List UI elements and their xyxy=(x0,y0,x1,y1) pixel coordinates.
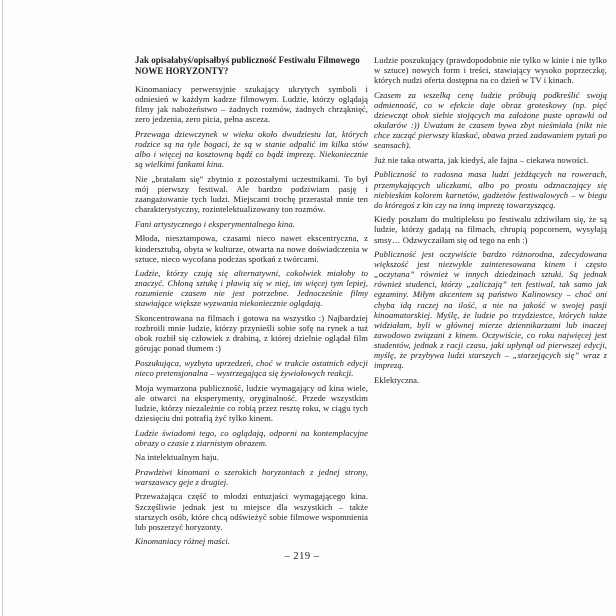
paragraph: Ludzie, którzy czują się alternatywni, cokolwiek miałoby to znaczyć. Chłoną sztukę i pławią się w niej, im więcej tym lepiej, rozumienie czasem nie jest potrzebne. Jednocześnie filmy stawiające większe wyzwania niekoniecznie oglądają. xyxy=(135,268,368,309)
paragraph: Młoda, niesztampowa, czasami nieco nawet ekscentryczna, z kindersztubą, obyta w kulturze, otwarta na nowe doświadczenia w sztuce, nieco wycofana podczas spotkań z twórcami. xyxy=(135,233,368,264)
article-heading xyxy=(135,55,368,76)
paragraph: Fani artystycznego i eksperymentalnego kina. xyxy=(135,218,295,229)
paragraph: Przewaga dziewczynek w wieku około dwudziestu lat, których rodzice są na tyle bogaci, że są w stanie odpalić im kilka stów albo i więcej na kosztowną bądź co bądź imprezę. Niekoniecznie są wielkimi fankami kina. xyxy=(135,129,368,170)
paragraph: Na intelektualnym haju. xyxy=(135,452,219,463)
paragraph: Eklektyczna. xyxy=(374,374,420,385)
paragraph: Przeważająca część to młodzi entuzjaści wymagającego kina. Szczęśliwie jednak jest tu miejsce dla wszystkich – także starszych osób, które chcą odświeżyć sobie filmowe wspomnienia lub poszerzyć horyzonty. xyxy=(135,491,368,532)
paragraph: Nie „bratałam się” zbytnio z pozostałymi uczestnikami. To był mój pierwszy festiwal. Ale bardzo podziwiam pasję i zaangażowanie tych ludzi. Miejscami trochę przerastał mnie ten charakterystyczny, rozintelektualizowany ton rozmów. xyxy=(135,173,368,215)
paragraph: Skoncentrowana na filmach i gotowa na wszystko :) Najbardziej rozbroili mnie ludzie, którzy przynieśli sobie sofę na rynek a tuż obok rozbił się człowiek z drabiną, z której dzielnie oglądał film górując ponad tłumem :) xyxy=(135,313,368,354)
heading-line-1: Jak opisałabyś/opisałbyś publiczność Festiwalu Filmowego xyxy=(135,55,360,65)
paragraph: Moja wymarzona publiczność, ludzie wymagający od kina wiele, ale otwarci na eksperymenty, oryginalność. Przede wszystkim ludzie, którzy niezależnie co robią przez resztę roku, w ciągu tych dziesięciu dni potrafią żyć tylko kinem. xyxy=(135,382,368,423)
paragraph: Czasem za wszelką cenę ludzie próbują podkreślić swoją odmienność, co w efekcie daje obraz groteskowy (np. pięć dziewcząt obok siebie stojących ma założone puste oprawki od okularów :)) Uważam że czasem bywa zbyt nieśmiała (nikt nie chce zacząć pierwszy klaskać, obawa przed zadawaniem pytań po seansach). xyxy=(374,89,607,151)
paragraph: Publiczność to radosna masa ludzi jeżdżących na rowerach, przemykających uliczkami, albo po prostu odznaczający się niebieskim kolorem karnetów, gadżetów festiwalowych – w biegu do któregoś z kin czy na inną imprezę towarzyszącą. xyxy=(374,169,607,210)
right-column xyxy=(374,55,607,389)
paragraph: Poszukująca, wyzbyta uprzedzeń, choć w trakcie ostatnich edycji nieco pretensjonalna – wystrzegająca się żywiołowych reakcji. xyxy=(135,357,368,379)
page-number: – 219 – xyxy=(284,551,320,562)
paragraph: Już nie taka otwarta, jak kiedyś, ale fajna – ciekawa nowości. xyxy=(374,154,589,165)
paragraph: Prawdziwi kinomani o szerokich horyzontach z jednej strony, warszawscy geje z drugiej. xyxy=(135,466,368,487)
paragraph: Ludzie świadomi tego, co oglądają, odporni na kontemplacyjne obrazy o czasie z ziarnistym obrazem. xyxy=(135,427,368,448)
paragraph: Kinomaniacy różnej maści. xyxy=(135,536,231,547)
paragraph: Publiczność jest oczywiście bardzo różnorodna, zdecydowana większość jest niezwykle zainteresowana kinem i często „oczytana” również w innych dziedzinach sztuki. Są jednak również studenci, którzy „zaliczają” ten festiwal, tak samo jak egzaminy. Miłym akcentem są państwo Kalinowscy – choć oni chyba idą raczej na ilość, a nie na jakość w swojej pasji kinoamatorskiej. Myślę, że ludzie po trzydziestce, których także widziałam, byli w głównej mierze dziennikarzami lub inaczej zawodowo związani z kinem. Oczywiście, co roku najwięcej jest studentów, jednak z racji czasu, jaki upłynął od pierwszej edycji, myślę, że przybywa ludzi starszych – „starzejących się” wraz z imprezą. xyxy=(374,249,607,371)
heading-line-2: NOWE HORYZONTY? xyxy=(135,65,229,76)
left-column xyxy=(135,55,368,551)
scan-edge-line xyxy=(2,0,3,616)
paragraph: Kinomaniacy perwersyjnie szukający ukrytych symboli i odniesień w każdym kadrze filmowym. Ludzie, którzy oglądają filmy jak nabożeństwo – żadnych rozmów, żadnych chrząknięć, zero jedzenia, zero picia, pełna asceza. xyxy=(135,84,368,125)
paragraph: Kiedy poszłam do multipleksu po festiwalu zdziwiłam się, że są ludzie, którzy gadają na filmach, chrupią popcornem, wysyłają smsy… Odzwyczaiłam się od tego na enh :) xyxy=(374,214,607,245)
paragraph: Ludzie poszukujący (prawdopodobnie nie tylko w kinie i nie tylko w sztuce) nowych form i treści, stawiający wysoko poprzeczkę, których nudzi oferta dostępna na co dzień w TV i kinach. xyxy=(374,55,607,86)
